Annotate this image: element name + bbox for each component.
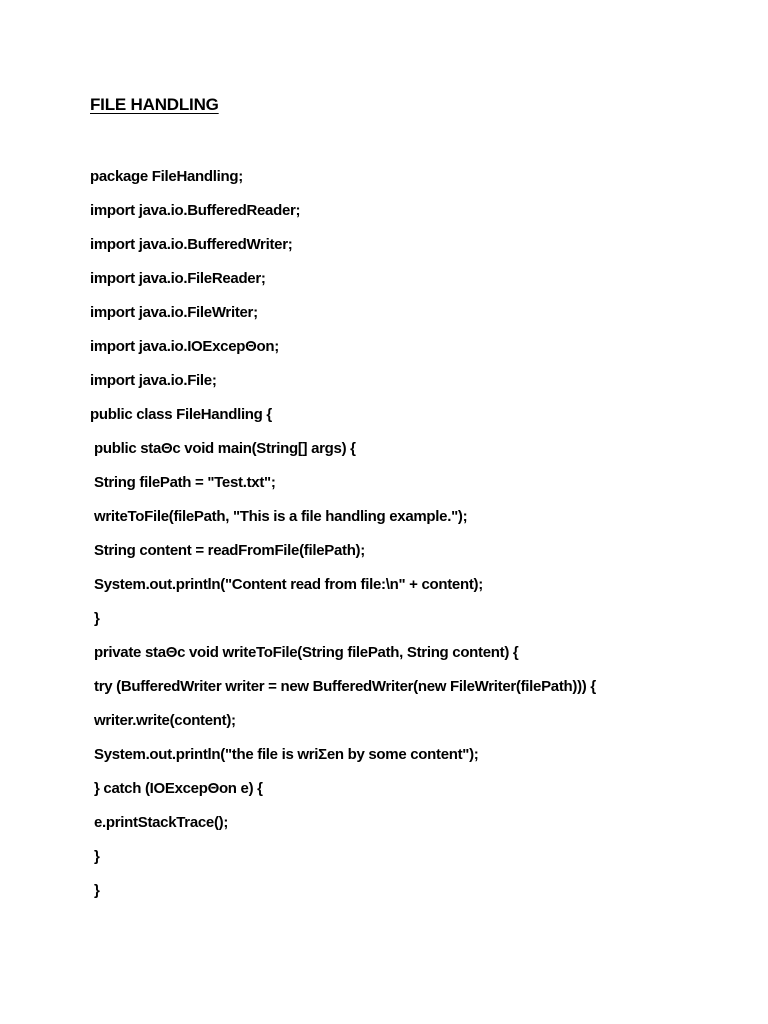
code-line: import java.io.BufferedReader;: [90, 202, 301, 219]
code-line: writer.write(content);: [94, 712, 236, 729]
code-line: public staΘc void main(String[] args) {: [94, 440, 356, 457]
code-line: String filePath = "Test.txt";: [94, 474, 276, 491]
code-line: import java.io.FileReader;: [90, 270, 266, 287]
code-line: try (BufferedWriter writer = new BufferedWriter(new FileWriter(filePath))) {: [94, 678, 596, 695]
code-line: System.out.println("Content read from file:\n" + content);: [94, 576, 483, 593]
code-line: writeToFile(filePath, "This is a file handling example.");: [94, 508, 468, 525]
code-line: import java.io.File;: [90, 372, 217, 389]
document-title: FILE HANDLING: [90, 95, 219, 114]
code-line: } catch (IOExcepΘon e) {: [94, 780, 263, 797]
code-line: private staΘc void writeToFile(String filePath, String content) {: [94, 644, 519, 661]
code-line: }: [94, 882, 100, 899]
code-line: public class FileHandling {: [90, 406, 272, 423]
code-line: import java.io.BufferedWriter;: [90, 236, 293, 253]
code-line: package FileHandling;: [90, 168, 243, 185]
code-line: String content = readFromFile(filePath);: [94, 542, 365, 559]
code-line: System.out.println("the file is wriΣen by some content");: [94, 746, 479, 763]
code-line: import java.io.FileWriter;: [90, 304, 258, 321]
code-block: [0, 166, 768, 914]
code-line: }: [94, 610, 100, 627]
code-line: import java.io.IOExcepΘon;: [90, 338, 279, 355]
code-line: e.printStackTrace();: [94, 814, 229, 831]
code-line: }: [94, 848, 100, 865]
